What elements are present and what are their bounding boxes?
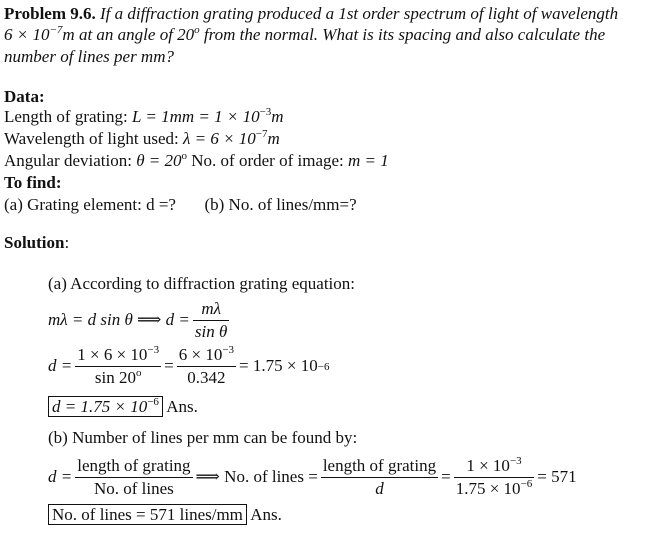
equation-2: d = $\frac{1 \times 6 \times 10^{-3}}{\sin 20^o}$ = $\frac{6 \times 10^{-3}}{0.342}$ = 1.75 × 10 −6 — [48, 344, 330, 387]
to-find-heading: To find: — [4, 173, 62, 192]
data-angle: Angular deviation: $\theta = 20^o$ No. of order of image: m = 1 — [4, 150, 389, 170]
equation-3-fraction-1: $\frac{\text{length of grating}}{\text{No. of lines}}$ — [77, 456, 191, 498]
part-b-intro: (b) Number of lines per mm can be found by: — [48, 428, 358, 447]
equation-3: d = $\frac{\text{length of grating}}{\text{No. of lines}}$ ⟹ No. of lines = $\frac{\text{length of grating}}{d}$ = $\frac{1 \times 10^{-3}}{1.75 \times 10^{-6}}$ = 571 — [48, 455, 577, 498]
data-wavelength: Wavelength of light used: $\lambda = 6 \times 10^{-7}m$ — [4, 128, 280, 148]
equation-2-fraction-2: $\frac{6 \times 10^{-3}}{0.342}$ — [178, 344, 235, 387]
equation-1: mλ = d sin θ ⟹ d = $\frac{m\lambda}{\text{sin θ}}$ — [48, 299, 228, 341]
equation-1-fraction: $\frac{m\lambda}{\text{sin θ}}$ — [194, 299, 228, 341]
problem-line-2: $6 \times 10^{-7}m$ at an angle of 20$^o$ from the normal. What is its spacing and also calculate the — [4, 24, 606, 44]
answer-b-box: No. of lines = 571 lines/mm — [48, 504, 247, 525]
to-find-b: (b) No. of lines/mm=? — [204, 195, 357, 214]
to-find-items — [4, 195, 357, 215]
equation-2-fraction-1: $\frac{1 \times 6 \times 10^{-3}}{\sin 20^o}$ — [77, 344, 160, 387]
problem-line-1 — [4, 4, 618, 24]
problem-text: If a diffraction grating produced a 1st order spectrum of light of wavelength — [100, 4, 619, 23]
part-a-intro: (a) According to diffraction grating equation: — [48, 274, 356, 293]
to-find-a: (a) Grating element: d =? — [4, 195, 176, 214]
problem-line-3: number of lines per mm? — [4, 47, 174, 66]
answer-b: No. of lines = 571 lines/mm Ans. — [48, 505, 282, 525]
equation-3-fraction-3: $\frac{1 \times 10^{-3}}{1.75 \times 10^{-6}}$ — [455, 455, 533, 498]
data-length: Length of grating: $L = 1mm = 1 \times 10^{-3}m$ — [4, 106, 284, 126]
equation-3-fraction-2: $\frac{\text{length of grating}}{d}$ — [322, 456, 437, 498]
data-heading: Data: — [4, 87, 45, 106]
solution-heading: Solution: — [4, 233, 70, 252]
answer-a-box: $d = 1.75 \times 10^{-6}$ — [48, 396, 163, 417]
answer-a: $d = 1.75 \times 10^{-6}$ Ans. — [48, 397, 198, 417]
problem-label: Problem 9.6. — [4, 4, 96, 23]
